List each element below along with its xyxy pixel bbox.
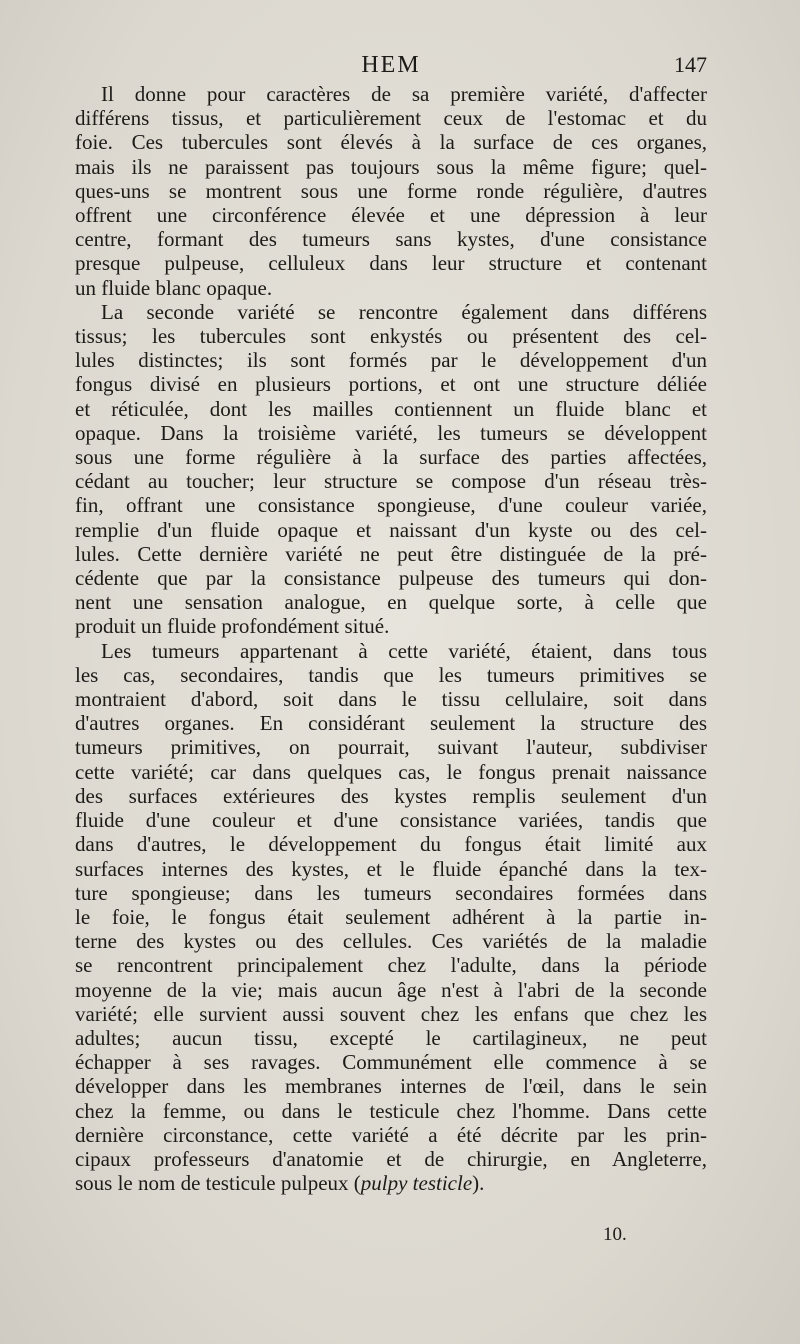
text-line: fongus divisé en plusieurs portions, et ont une structure déliée — [75, 372, 707, 397]
text-line: surfaces internes des kystes, et le fluide épanché dans la tex- — [75, 856, 707, 881]
text-line: développer dans les membranes internes de l'œil, dans le sein — [75, 1074, 707, 1099]
text-line: sous une forme régulière à la surface des parties affectées, — [75, 445, 707, 470]
paragraph — [75, 300, 707, 639]
text-line: variété; elle survient aussi souvent chez les enfans que chez les — [75, 1001, 707, 1026]
text-line: dernière circonstance, cette variété a été décrite par les prin- — [75, 1122, 707, 1147]
text-line: moyenne de la vie; mais aucun âge n'est à l'abri de la seconde — [75, 977, 707, 1002]
paragraph — [75, 639, 707, 1196]
text-line: différens tissus, et particulièrement ceux de l'estomac et du — [75, 106, 707, 131]
text-line: un fluide blanc opaque. — [75, 275, 273, 300]
running-head: HEM — [361, 52, 421, 78]
text-line: terne des kystes ou des cellules. Ces variétés de la maladie — [75, 929, 707, 954]
text-line: remplie d'un fluide opaque et naissant d'un kyste ou des cel- — [75, 517, 707, 542]
text-line: et réticulée, dont les mailles contiennent un fluide blanc et — [75, 396, 707, 421]
text-line: se rencontrent principalement chez l'adulte, dans la période — [75, 953, 707, 978]
text-line: cédente que par la consistance pulpeuse des tumeurs qui don- — [75, 566, 707, 591]
text-line: Il donne pour caractères de sa première variété, d'affecter — [101, 82, 707, 106]
text-line: d'autres organes. En considérant seulement la structure des — [75, 711, 707, 736]
text-line: opaque. Dans la troisième variété, les tumeurs se développent — [75, 420, 707, 445]
text-line: sous le nom de testicule pulpeux (pulpy testicle). — [75, 1171, 485, 1196]
text-line: centre, formant des tumeurs sans kystes, d'une consistance — [75, 227, 707, 252]
text-line: nent une sensation analogue, en quelque sorte, à celle que — [75, 590, 707, 615]
text-line: dans d'autres, le développement du fongus était limité aux — [75, 832, 707, 857]
text-line: offrent une circonférence élevée et une dépression à leur — [75, 203, 707, 228]
page-header — [75, 52, 707, 82]
text-line: adultes; aucun tissu, excepté le cartilagineux, ne peut — [75, 1025, 707, 1050]
text-line: lules distinctes; ils sont formés par le développement d'un — [75, 348, 707, 373]
text-line: tissus; les tubercules sont enkystés ou présentent des cel- — [75, 324, 707, 349]
text-line: cette variété; car dans quelques cas, le fongus prenait naissance — [75, 759, 707, 784]
page-number: 147 — [674, 52, 707, 77]
text-line: tumeurs primitives, on pourrait, suivant l'auteur, subdiviser — [75, 735, 707, 760]
text-line: presque pulpeuse, celluleux dans leur structure et contenant — [75, 251, 707, 276]
text-line: produit un fluide profondément situé. — [75, 614, 390, 639]
text-line: ture spongieuse; dans les tumeurs secondaires formées dans — [75, 880, 707, 905]
text-line: des surfaces extérieures des kystes remplis seulement d'un — [75, 783, 707, 808]
text-line: échapper à ses ravages. Communément elle commence à se — [75, 1050, 707, 1075]
text-line: ques-uns se montrent sous une forme ronde régulière, d'autres — [75, 178, 707, 203]
text-line: le foie, le fongus était seulement adhérent à la partie in- — [75, 904, 707, 929]
text-line: mais ils ne paraissent pas toujours sous la même figure; quel- — [75, 154, 707, 179]
text-line: foie. Ces tubercules sont élevés à la surface de ces organes, — [75, 130, 707, 155]
text-line: lules. Cette dernière variété ne peut être distinguée de la pré- — [75, 541, 707, 566]
text-line: Les tumeurs appartenant à cette variété, étaient, dans tous — [101, 638, 707, 663]
paragraph — [75, 82, 707, 300]
text-line: La seconde variété se rencontre également dans différens — [101, 299, 707, 324]
text-line: cédant au toucher; leur structure se compose d'un réseau très- — [75, 469, 707, 494]
text-line: cipaux professeurs d'anatomie et de chirurgie, en Angleterre, — [75, 1146, 707, 1171]
text-line: montraient d'abord, soit dans le tissu cellulaire, soit dans — [75, 687, 707, 712]
text-line: chez la femme, ou dans le testicule chez l'homme. Dans cette — [75, 1098, 707, 1123]
body-text — [75, 82, 707, 1195]
text-line: fin, offrant une consistance spongieuse, d'une couleur variée, — [75, 493, 707, 518]
text-line: fluide d'une couleur et d'une consistance variées, tandis que — [75, 808, 707, 833]
text-line: les cas, secondaires, tandis que les tumeurs primitives se — [75, 662, 707, 687]
signature-mark: 10. — [603, 1224, 627, 1245]
italic-term: pulpy testicle — [360, 1171, 473, 1196]
